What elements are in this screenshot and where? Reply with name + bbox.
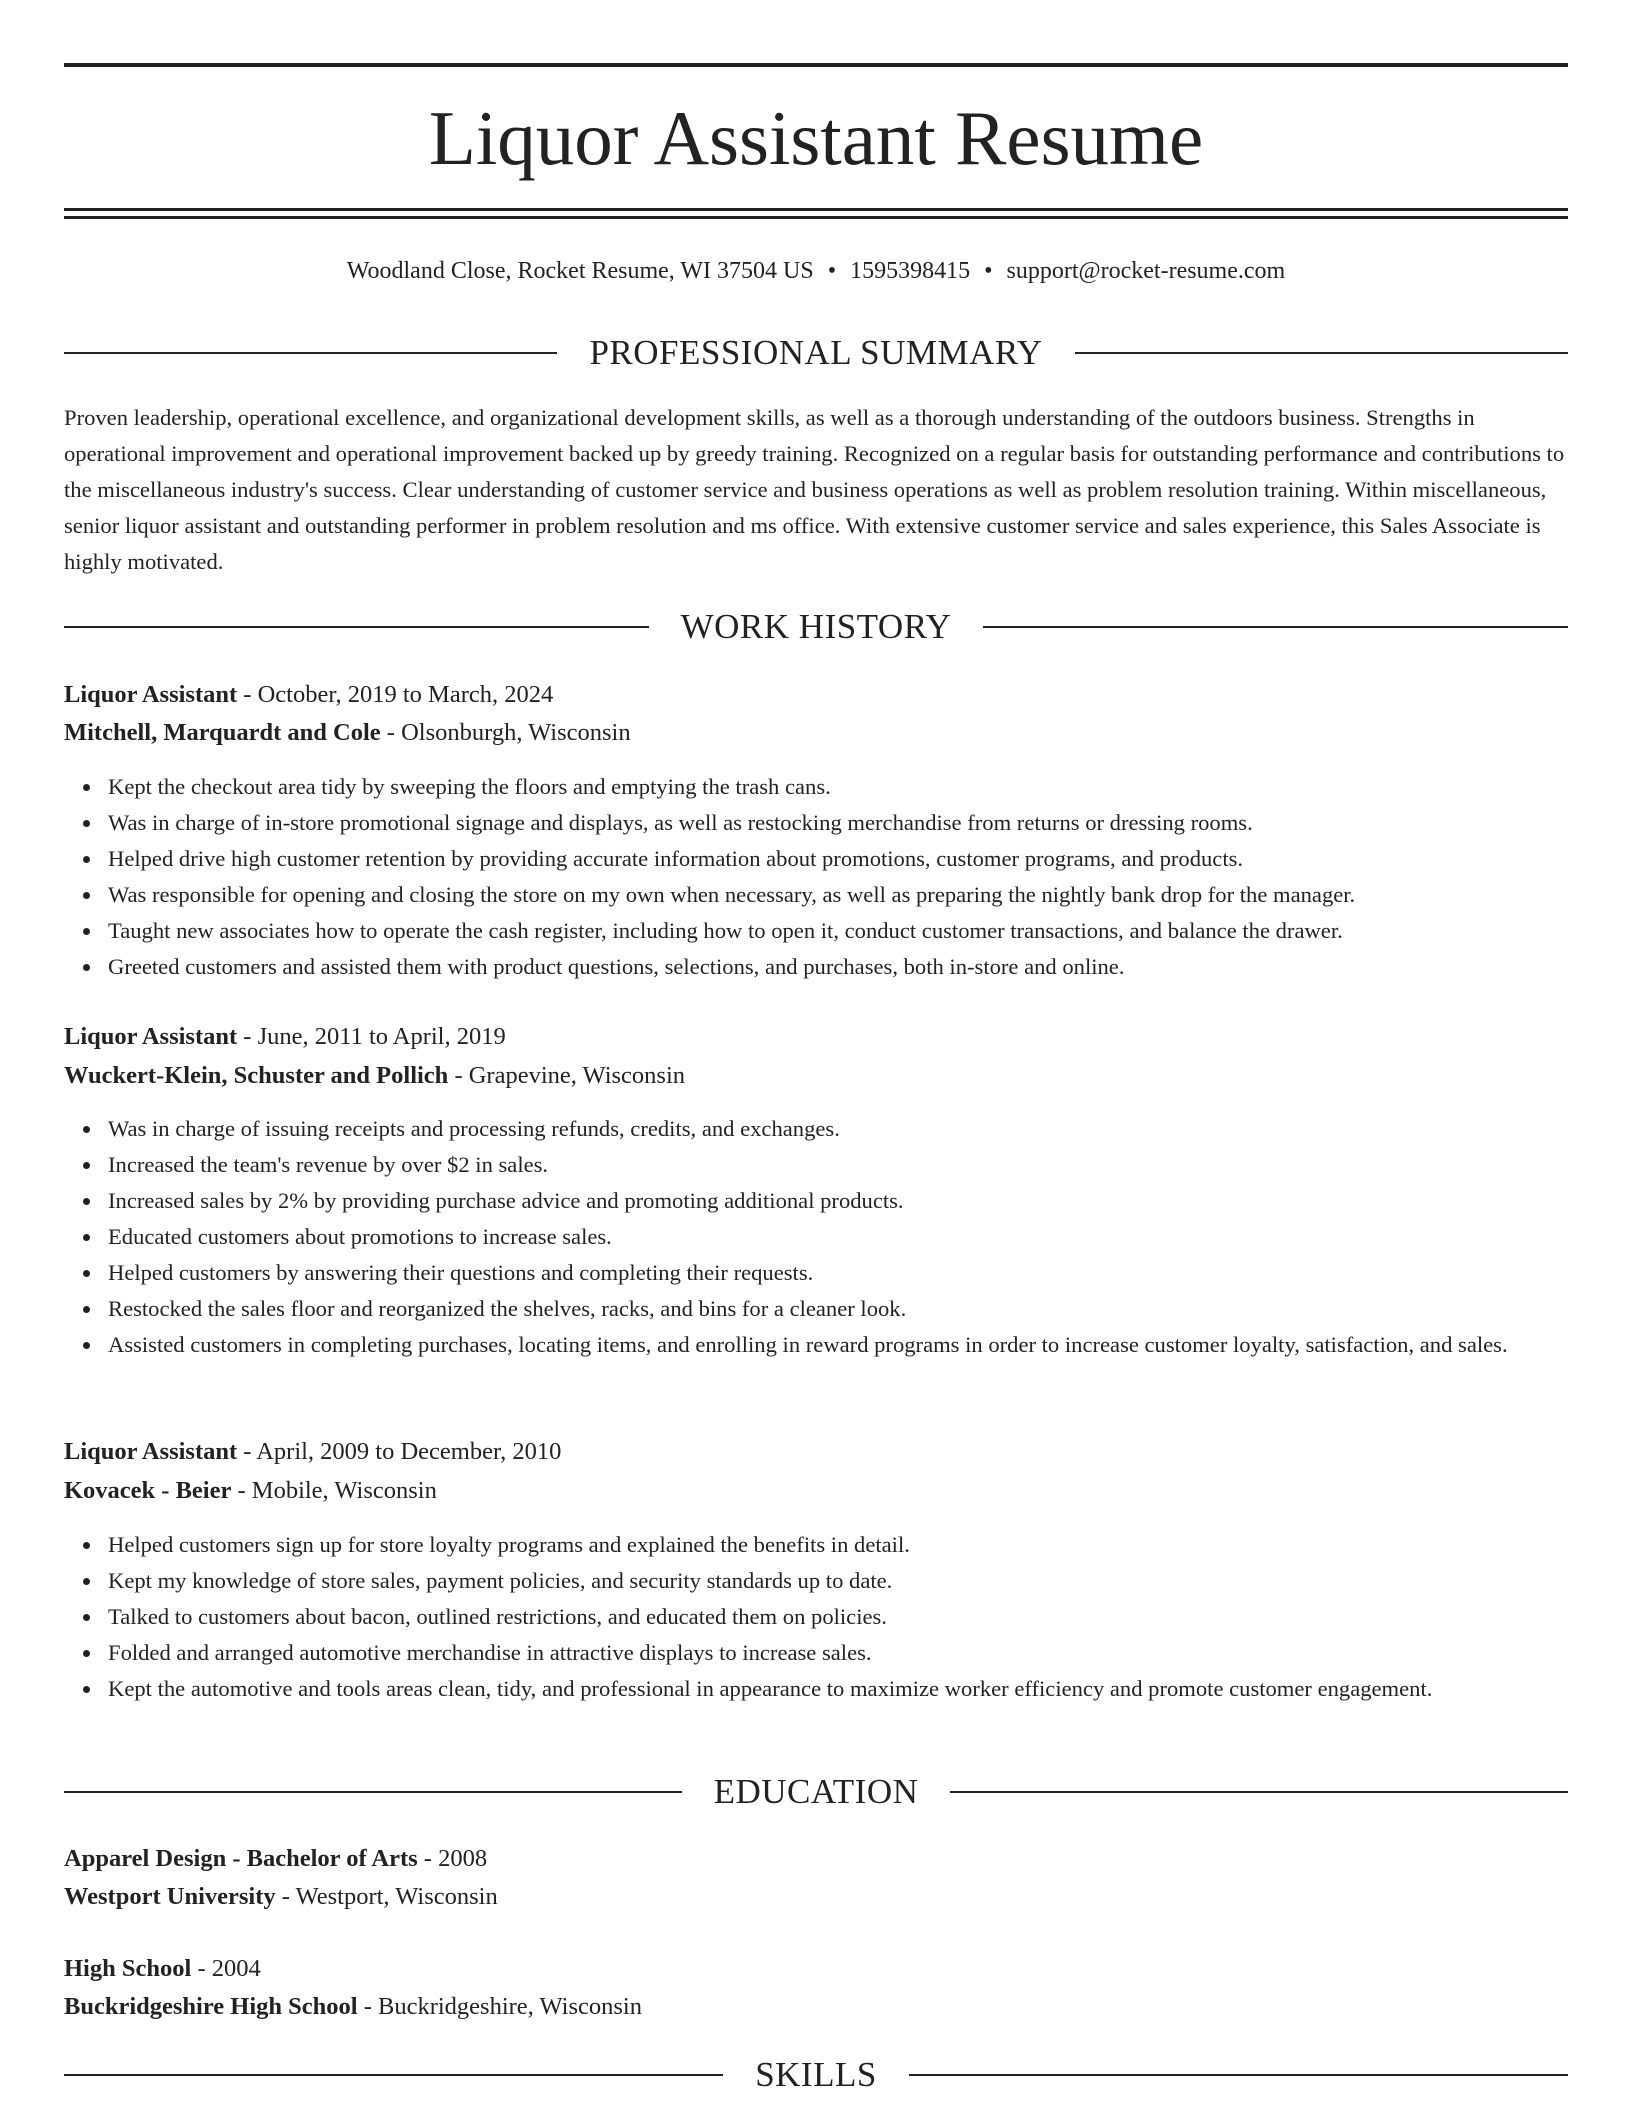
job-bullet-list: [108, 769, 1568, 985]
education-degree-line: [64, 1950, 1568, 1988]
list-item: Was in charge of issuing receipts and processing refunds, credits, and exchanges.: [108, 1111, 1568, 1147]
job-bullet-list: [108, 1111, 1568, 1363]
section-title: WORK HISTORY: [680, 607, 952, 646]
list-item: Kept the automotive and tools areas clean, tidy, and professional in appearance to maximize worker efficiency and promote customer engagement.: [108, 1671, 1568, 1707]
contact-separator: •: [827, 258, 837, 284]
job-title-line: [64, 1433, 1568, 1471]
list-item: Taught new associates how to operate the cash register, including how to open it, conduct customer transactions, and balance the drawer.: [108, 913, 1568, 949]
summary-text: Proven leadership, operational excellence, and organizational development skills, as well as a thorough understanding of the outdoors business. Strengths in operational improvement and operational improvement backed up by greedy training. Recognized on a regular basis for outstanding performance and contributions to the miscellaneous industry's success. Clear understanding of customer service and business operations as well as problem resolution training. Within miscellaneous, senior liquor assistant and outstanding performer in problem resolution and ms office. With extensive customer service and sales experience, this Sales Associate is highly motivated.: [64, 405, 1565, 574]
list-item: Helped drive high customer retention by providing accurate information about promotions, customer programs, and products.: [108, 841, 1568, 877]
heading-rule-right: [1075, 352, 1568, 354]
education-degree-line: [64, 1840, 1568, 1878]
section-heading-summary: [64, 329, 1568, 377]
list-item: Helped customers sign up for store loyalty programs and explained the benefits in detail.: [108, 1527, 1568, 1563]
section-title: EDUCATION: [713, 1772, 919, 1811]
section-title: SKILLS: [755, 2055, 877, 2094]
education-location: - Westport, Wisconsin: [275, 1883, 498, 1910]
education-year: - 2004: [191, 1955, 261, 1982]
heading-rule-left: [64, 2074, 723, 2076]
job-title-line: [64, 676, 1568, 714]
title-rule-upper: [64, 208, 1568, 211]
education-school-line: [64, 1988, 1568, 2026]
list-item: Helped customers by answering their questions and completing their requests.: [108, 1255, 1568, 1291]
list-item: Educated customers about promotions to increase sales.: [108, 1219, 1568, 1255]
contact-separator: •: [984, 258, 993, 284]
contact-address: Woodland Close, Rocket Resume, WI 37504 US: [346, 258, 814, 284]
job-title: Liquor Assistant: [64, 681, 238, 708]
job-company-line: [64, 1057, 1568, 1095]
job-dates: - October, 2019 to March, 2024: [237, 681, 554, 708]
heading-rule-right: [909, 2074, 1568, 2076]
job-dates: - June, 2011 to April, 2019: [237, 1023, 506, 1050]
job-bullet-list: [108, 1527, 1568, 1707]
heading-rule-right: [983, 626, 1568, 628]
job-location: - Mobile, Wisconsin: [231, 1477, 437, 1504]
education-school-line: [64, 1878, 1568, 1916]
list-item: Talked to customers about bacon, outlined restrictions, and educated them on policies.: [108, 1599, 1568, 1635]
list-item: Increased the team's revenue by over $2 in sales.: [108, 1147, 1568, 1183]
contact-line: [64, 253, 1568, 289]
list-item: Restocked the sales floor and reorganized the shelves, racks, and bins for a cleaner look.: [108, 1291, 1568, 1327]
education-location: - Buckridgeshire, Wisconsin: [357, 1993, 642, 2020]
list-item: Was in charge of in-store promotional signage and displays, as well as restocking merchandise from returns or dressing rooms.: [108, 805, 1568, 841]
job-title: Liquor Assistant: [64, 1438, 238, 1465]
section-heading-work: [64, 603, 1568, 651]
page-title: Liquor Assistant Resume: [428, 95, 1204, 181]
job-company-line: [64, 1472, 1568, 1510]
list-item: Kept the checkout area tidy by sweeping the floors and emptying the trash cans.: [108, 769, 1568, 805]
top-rule: [64, 63, 1568, 67]
section-title: PROFESSIONAL SUMMARY: [589, 333, 1043, 372]
job-company: Wuckert-Klein, Schuster and Pollich: [64, 1062, 449, 1089]
title-rule-lower: [64, 216, 1568, 219]
job-company: Mitchell, Marquardt and Cole: [64, 719, 381, 746]
job-title: Liquor Assistant: [64, 1023, 238, 1050]
section-heading-skills: [64, 2051, 1568, 2099]
job-title-line: [64, 1018, 1568, 1056]
education-school: Westport University: [64, 1883, 276, 1910]
list-item: Increased sales by 2% by providing purchase advice and promoting additional products.: [108, 1183, 1568, 1219]
section-heading-education: [64, 1768, 1568, 1816]
job-dates: - April, 2009 to December, 2010: [237, 1438, 562, 1465]
heading-rule-left: [64, 1791, 682, 1793]
job-location: - Grapevine, Wisconsin: [448, 1062, 686, 1089]
education-degree: High School: [64, 1955, 192, 1982]
list-item: Folded and arranged automotive merchandise in attractive displays to increase sales.: [108, 1635, 1568, 1671]
heading-rule-left: [64, 352, 557, 354]
contact-email: support@rocket-resume.com: [1006, 258, 1286, 284]
job-company-line: [64, 714, 1568, 752]
job-location: - Olsonburgh, Wisconsin: [380, 719, 631, 746]
contact-phone: 1595398415: [850, 258, 971, 284]
heading-rule-right: [950, 1791, 1568, 1793]
job-company: Kovacek - Beier: [64, 1477, 232, 1504]
education-degree: Apparel Design - Bachelor of Arts: [64, 1845, 418, 1872]
list-item: Greeted customers and assisted them with product questions, selections, and purchases, both in-store and online.: [108, 949, 1568, 985]
list-item: Was responsible for opening and closing the store on my own when necessary, as well as preparing the nightly bank drop for the manager.: [108, 877, 1568, 913]
education-school: Buckridgeshire High School: [64, 1993, 358, 2020]
heading-rule-left: [64, 626, 649, 628]
list-item: Assisted customers in completing purchases, locating items, and enrolling in reward programs in order to increase customer loyalty, satisfaction, and sales.: [108, 1327, 1568, 1363]
list-item: Kept my knowledge of store sales, payment policies, and security standards up to date.: [108, 1563, 1568, 1599]
education-year: - 2008: [417, 1845, 488, 1872]
